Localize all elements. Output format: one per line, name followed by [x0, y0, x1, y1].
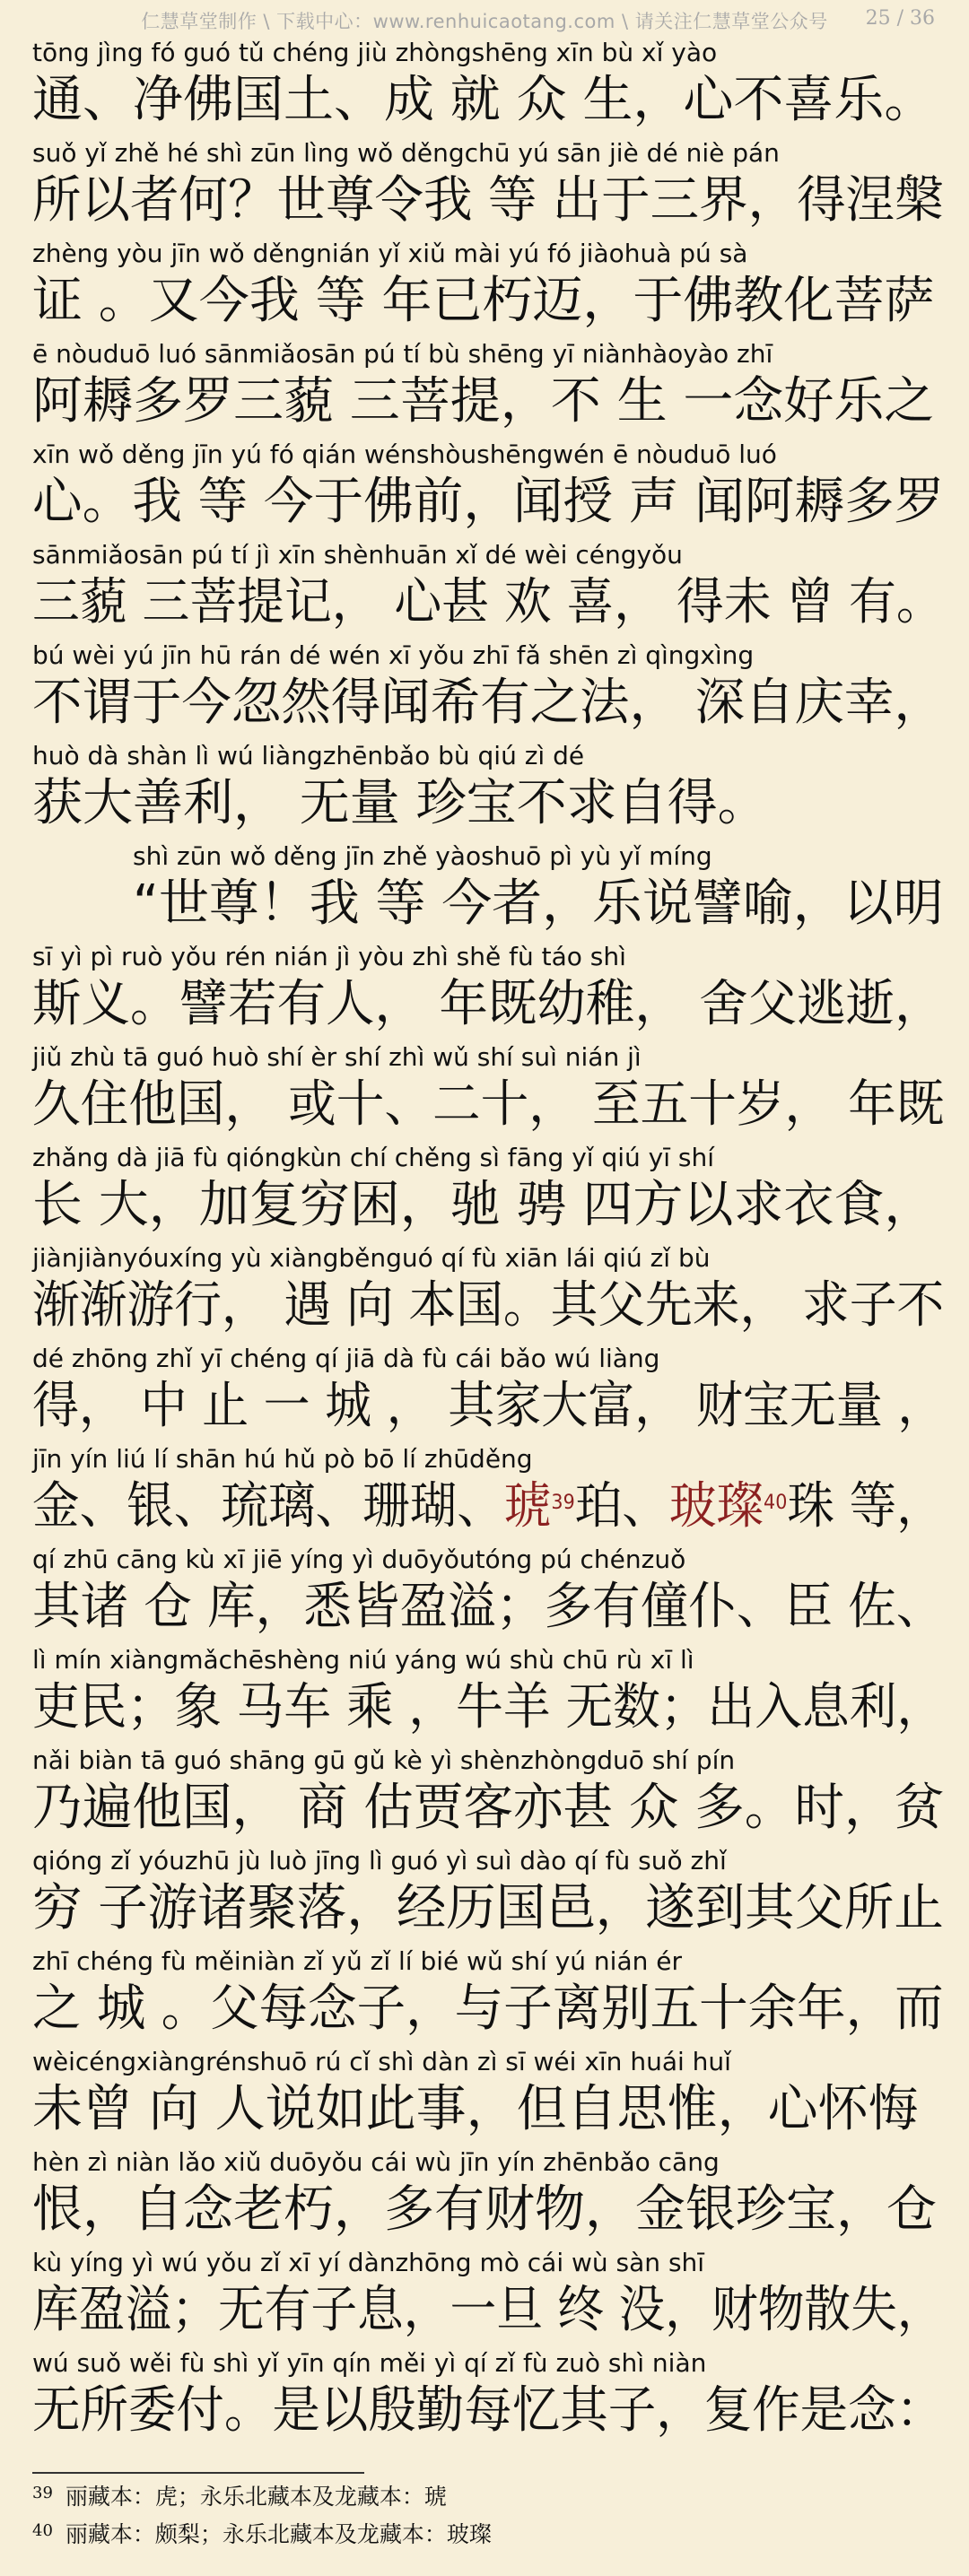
pinyin-line: ē nòuduō luó sānmiǎosān pú tí bù shēng yī niànhàoyào zhī [32, 339, 773, 369]
hanzi-line: 长 大，加复穷困，驰 骋 四方以求衣食， [32, 1176, 935, 1234]
hanzi-line: 未曾 向 人说如此事，但自思惟，心怀悔 [32, 2080, 919, 2138]
pinyin-line: suǒ yǐ zhě hé shì zūn lìng wǒ děngchū yú sān jiè dé niè pán [32, 138, 780, 168]
text-line [0, 439, 969, 540]
text-line [0, 2248, 969, 2348]
text-line [0, 841, 969, 942]
hanzi-line: 不谓于今忽然得闻希有之法， 深自庆幸， [32, 674, 944, 732]
text-line [0, 2147, 969, 2248]
footnote-text: 丽藏本：颇梨；永乐北藏本及龙藏本：玻璨 [65, 2521, 492, 2547]
text-line [0, 1444, 969, 1545]
hanzi-line: 久住他国， 或十、二十， 至五十岁， 年既 [32, 1075, 945, 1134]
text-line [0, 138, 969, 239]
text-line [0, 38, 969, 138]
hanzi-line: 渐渐游行， 遇 向 本国。其父先来， 求子不 [32, 1276, 945, 1335]
hanzi-line: 无所委付。是以殷勤每忆其子，复作是念： [32, 2381, 945, 2440]
hanzi-line: 吏民；象 马车 乘 ，牛羊 无数；出入息利， [32, 1678, 945, 1736]
pinyin-line: wú suǒ wěi fù shì yǐ yīn qín měi yì qí zǐ fù zuò shì niàn [32, 2348, 707, 2378]
footnote-40 [32, 2520, 492, 2549]
hanzi-line: 通、净佛国土、成 就 众 生，心不喜乐。 [32, 71, 935, 129]
pinyin-line: sānmiǎosān pú tí jì xīn shènhuān xǐ dé wèi céngyǒu [32, 540, 683, 570]
hanzi-line: 之 城 。父每念子，与子离别五十余年，而 [32, 1980, 944, 2038]
text-line [0, 1042, 969, 1143]
pinyin-line: jiànjiànyóuxíng yù xiàngběnguó qí fù xiān lái qiú zǐ bù [32, 1243, 711, 1273]
pinyin-line: xīn wǒ děng jīn yú fó qián wénshòushēngwén ē nòuduō luó [32, 439, 777, 469]
page-number: 25 / 36 [865, 7, 935, 30]
hanzi-line: 所以者何？世尊令我 等 出于三界，得涅槃 [32, 171, 944, 230]
text-line [0, 640, 969, 741]
pinyin-line: shì zūn wǒ děng jīn zhě yàoshuō pì yù yǐ míng [133, 841, 712, 871]
text-line [0, 1143, 969, 1243]
pinyin-line: nǎi biàn tā guó shāng gū gǔ kè yì shènzhòngduō shí pín [32, 1745, 736, 1775]
hanzi-line: 三藐 三菩提记， 心甚 欢 喜， 得未 曾 有。 [32, 573, 944, 631]
text-line [0, 1545, 969, 1645]
text-line [0, 239, 969, 339]
hanzi-line: 恨，自念老朽，多有财物，金银珍宝，仓 [32, 2180, 937, 2239]
text-line [0, 741, 969, 841]
page-header [0, 0, 969, 41]
text-line [0, 1745, 969, 1846]
text-line [0, 2348, 969, 2449]
pinyin-line: wèicéngxiàngrénshuō rú cǐ shì dàn zì sī wéi xīn huái huǐ [32, 2047, 731, 2076]
header-source-text: 仁慧草堂制作 \ 下载中心：www.renhuicaotang.com \ 请关注仁慧草堂公众号 [141, 11, 828, 32]
pinyin-line: zhèng yòu jīn wǒ děngnián yǐ xiǔ mài yú fó jiàohuà pú sà [32, 239, 748, 268]
pinyin-line: tōng jìng fó guó tǔ chéng jiù zhòngshēng xīn bù xǐ yào [32, 38, 718, 67]
footnote-text: 丽藏本：虎；永乐北藏本及龙藏本：琥 [65, 2484, 447, 2510]
hanzi-line: “世尊！我 等 今者，乐说譬喻，以明 [133, 875, 944, 933]
pinyin-line: jiǔ zhù tā guó huò shí èr shí zhì wǔ shí suì nián jì [32, 1042, 642, 1072]
text-line [0, 540, 969, 640]
pinyin-line: qióng zǐ yóuzhū jù luò jīng lì guó yì suì dào qí fù suǒ zhǐ [32, 1846, 727, 1875]
hanzi-line: 斯义。譬若有人， 年既幼稚， 舍父逃逝， [32, 975, 944, 1033]
pinyin-line: sī yì pì ruò yǒu rén nián jì yòu zhì shě fù táo shì [32, 942, 626, 971]
footnote-39 [32, 2483, 447, 2511]
text-line [0, 1846, 969, 1946]
text-line [0, 942, 969, 1042]
footnote-number: 39 [32, 2484, 53, 2502]
footnote-number: 40 [32, 2521, 53, 2540]
hanzi-line: 库盈溢；无有子息，一旦 终 没，财物散失， [32, 2281, 944, 2339]
hanzi-line: 得， 中 止 一 城 ， 其家大富， 财宝无量 ， [32, 1377, 945, 1435]
pinyin-line: qí zhū cāng kù xī jiē yíng yì duōyǒutóng pú chénzuǒ [32, 1545, 686, 1574]
hanzi-line: 证 。又今我 等 年已朽迈，于佛教化菩萨 [32, 272, 935, 330]
hanzi-line: 穷 子游诸聚落，经历国邑，遂到其父所止 [32, 1879, 944, 1937]
hanzi-line: 金、银、琉璃、珊瑚、琥$^{39}$珀、玻璨$^{40}$珠 等， [32, 1477, 944, 1536]
pinyin-line: dé zhōng zhǐ yī chéng qí jiā dà fù cái bǎo wú liàng [32, 1344, 660, 1373]
footnote-divider [32, 2472, 364, 2474]
hanzi-line: 阿耨多罗三藐 三菩提，不 生 一念好乐之 [32, 372, 935, 431]
pinyin-line: bú wèi yú jīn hū rán dé wén xī yǒu zhī fǎ shēn zì qìngxìng [32, 640, 755, 670]
text-line [0, 1243, 969, 1344]
text-line [0, 1344, 969, 1444]
hanzi-line: 其诸 仓 库，悉皆盈溢；多有僮仆、臣 佐、 [32, 1578, 945, 1636]
text-line [0, 2047, 969, 2147]
pinyin-line: zhī chéng fù měiniàn zǐ yǔ zǐ lí bié wǔ shí yú nián ér [32, 1946, 682, 1976]
hanzi-line: 心。我 等 今于佛前，闻授 声 闻阿耨多罗 [32, 473, 945, 531]
text-line [0, 1645, 969, 1745]
text-line [0, 1946, 969, 2047]
pinyin-line: zhǎng dà jiā fù qióngkùn chí chěng sì fāng yǐ qiú yī shí [32, 1143, 715, 1172]
pinyin-line: jīn yín liú lí shān hú hǔ pò bō lí zhūděng [32, 1444, 533, 1474]
hanzi-line: 乃遍他国， 商 估贾客亦甚 众 多。时，贫 [32, 1779, 945, 1837]
pinyin-line: kù yíng yì wú yǒu zǐ xī yí dànzhōng mò cái wù sàn shī [32, 2248, 705, 2277]
hanzi-line: 获大善利， 无量 珍宝不求自得。 [32, 774, 768, 832]
text-line [0, 339, 969, 439]
pinyin-line: lì mín xiàngmǎchēshèng niú yáng wú shù chū rù xī lì [32, 1645, 694, 1675]
pinyin-line: huò dà shàn lì wú liàngzhēnbǎo bù qiú zì dé [32, 741, 585, 770]
pinyin-line: hèn zì niàn lǎo xiǔ duōyǒu cái wù jīn yín zhēnbǎo cāng [32, 2147, 720, 2177]
